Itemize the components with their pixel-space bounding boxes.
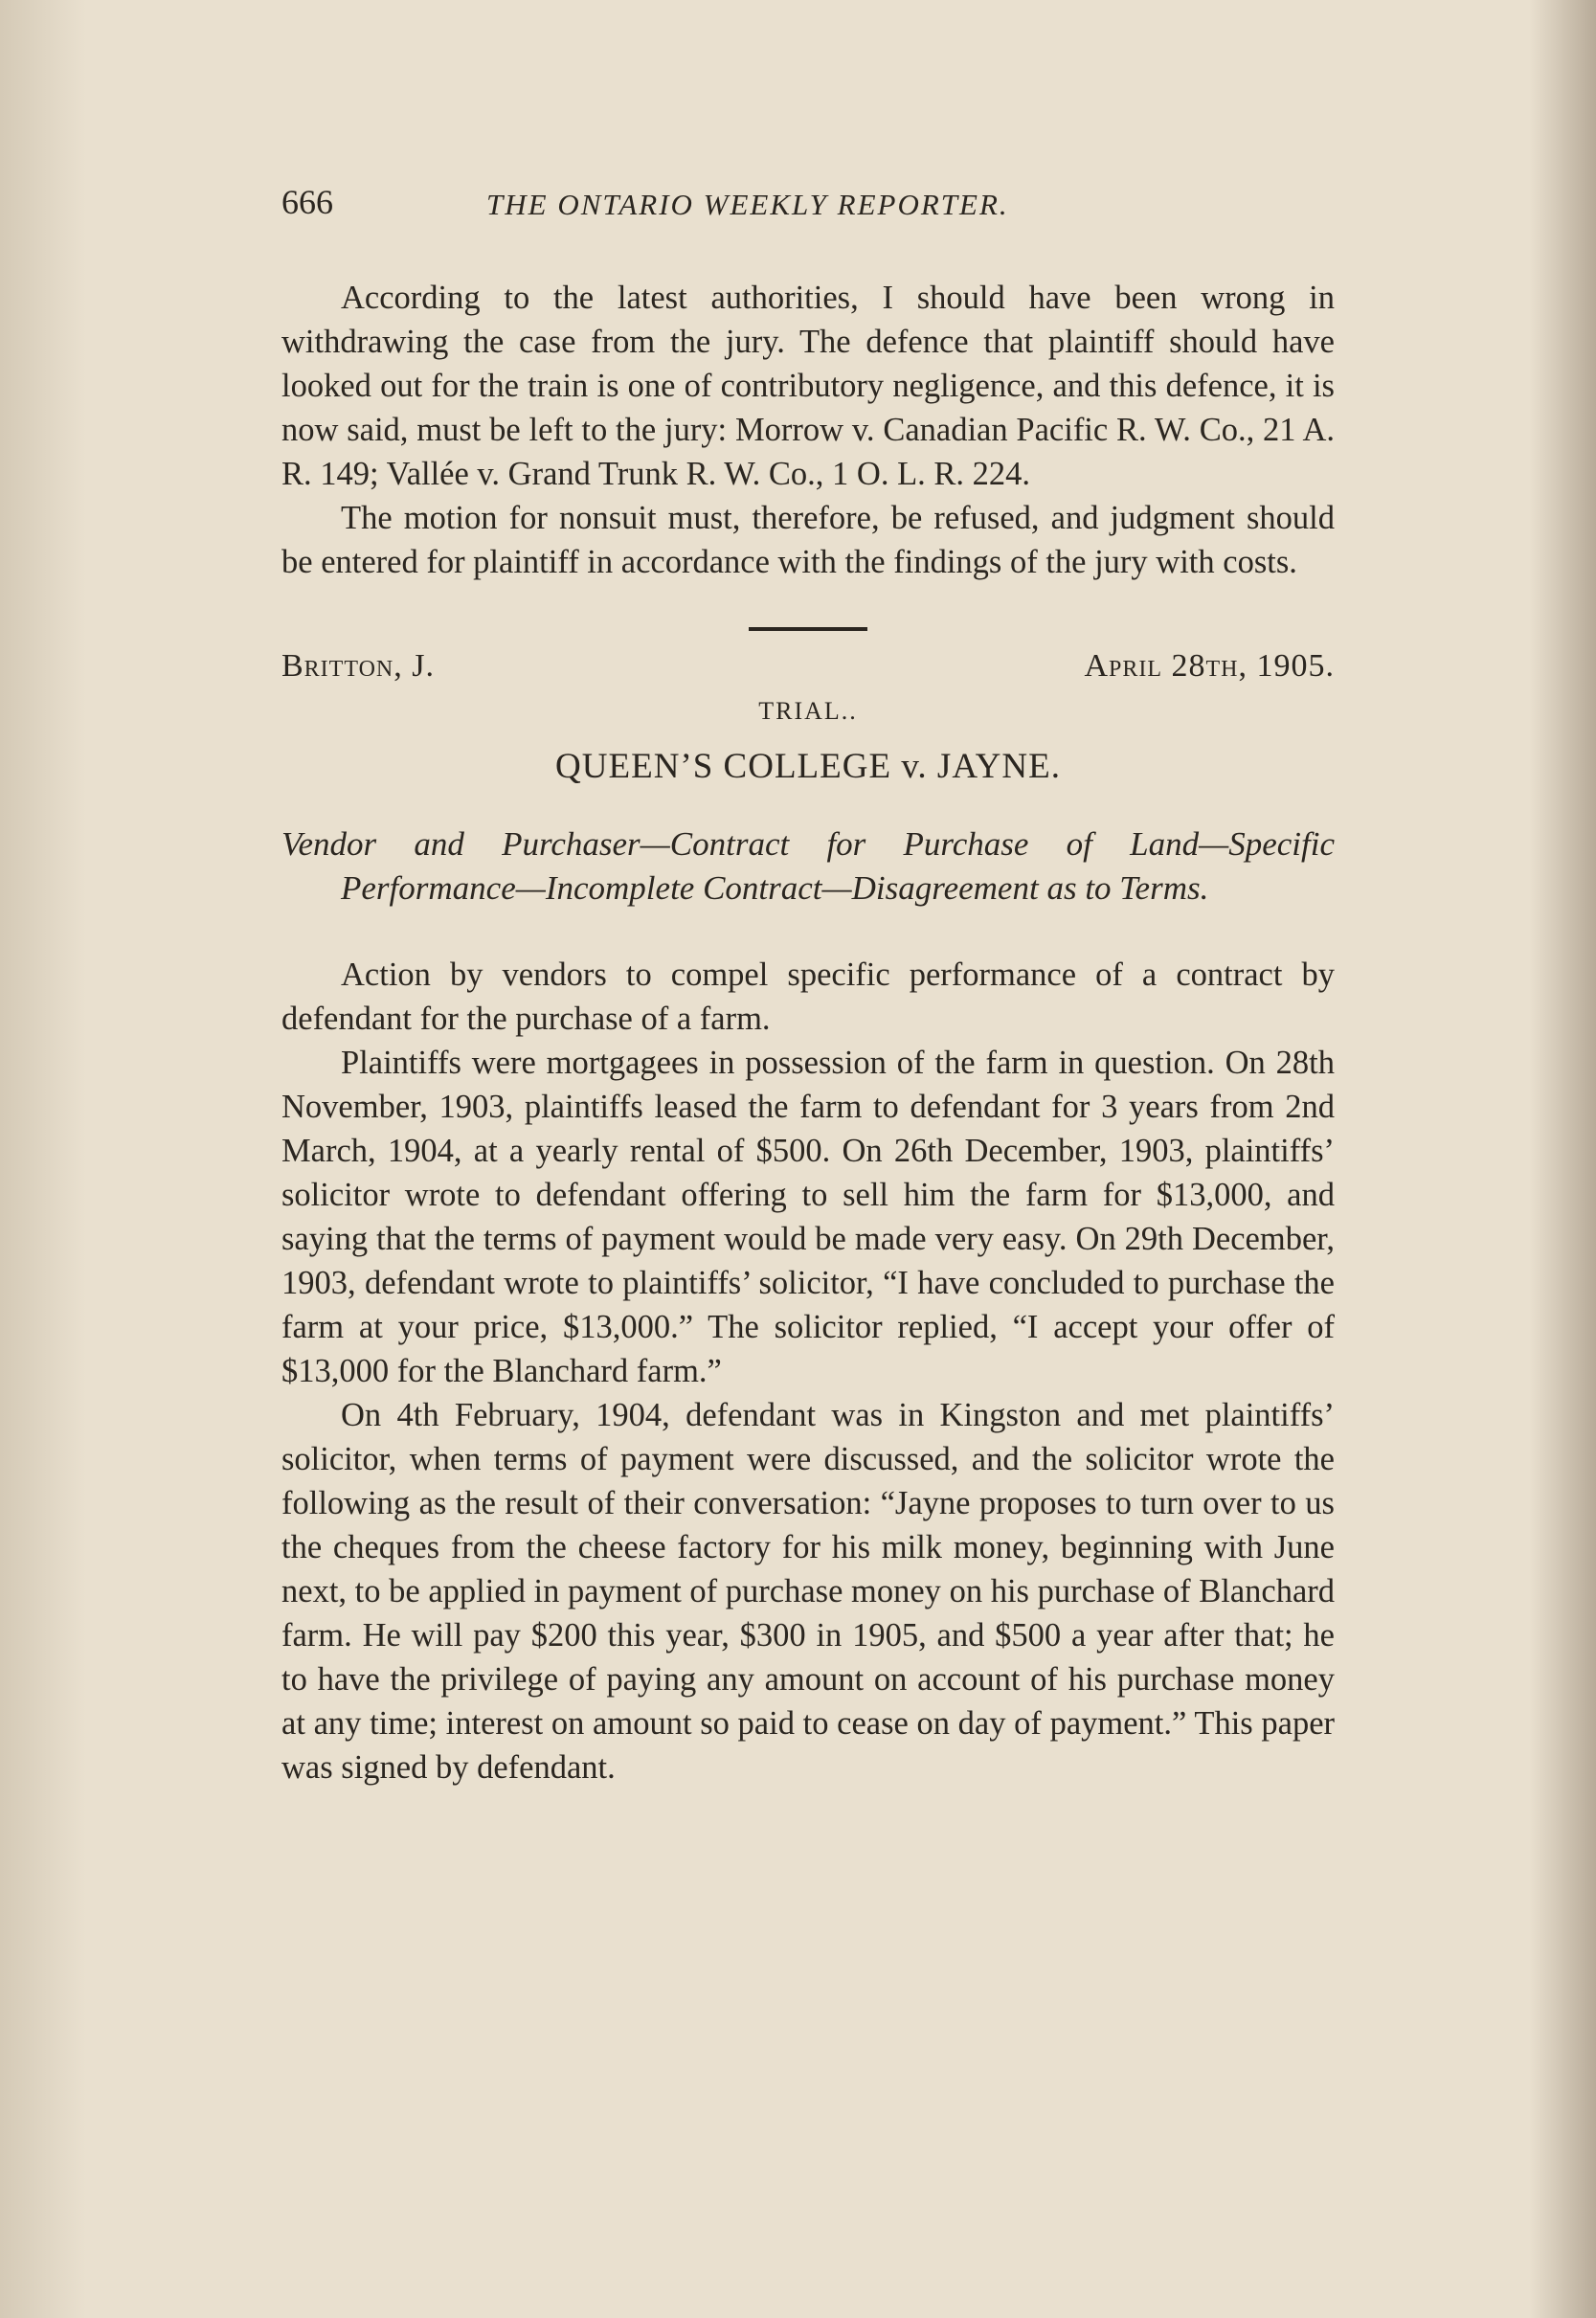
page-content [281, 172, 1335, 1789]
page-shadow-left [0, 0, 86, 2318]
trial-label: TRIAL.. [758, 697, 858, 725]
judgment-date: April 28th, 1905. [1084, 648, 1335, 684]
paragraph: Action by vendors to compel specific performance of a contract by defendant for the purchase of a farm. [281, 956, 1335, 1037]
case-body-text [281, 953, 1335, 1789]
section-divider [749, 627, 867, 631]
paragraph: On 4th February, 1904, defendant was in Kingston and met plaintiffs’ solicitor, when terms of payment were discussed, and the solicitor wrote the following as the result of their conversation: “Jayne proposes to turn over to us the cheques from the cheese factory for his milk money, beginning with June next, to be applied in payment of purchase money on his purchase of Blanchard farm. He will pay $200 this year, $300 in 1905, and $500 a year after that; he to have the privilege of paying any amount on account of his purchase money at any time; interest on amount so paid to cease on day of payment.” This paper was signed by defendant. [281, 1397, 1335, 1786]
paragraph: According to the latest authorities, I should have been wrong in withdrawing the case from the jury. The defence that plaintiff should have looked out for the train is one of contributory negligence, and this defence, it is now said, must be left to the jury: Morrow v. Canadian Pacific R. W. Co., 21 A. R. 149; Vallée v. Grand Trunk R. W. Co., 1 O. L. R. 224. [281, 280, 1335, 492]
case-title: QUEEN’S COLLEGE v. JAYNE. [555, 747, 1061, 786]
judge-name: Britton, J. [281, 648, 435, 684]
judge-date-line [281, 641, 1335, 690]
preceding-judgment-text [281, 276, 1335, 584]
page-shadow-right [1529, 0, 1596, 2318]
paragraph: Plaintiffs were mortgagees in possession of the farm in question. On 28th November, 1903, plaintiffs leased the farm to defendant for 3 years from 2nd March, 1904, at a yearly rental of $500. On 26th December, 1903, plaintiffs’ solicitor wrote to defendant offering to sell him the farm for $13,000, and saying that the terms of payment would be made very easy. On 29th December, 1903, defendant wrote to plaintiffs’ solicitor, “I have concluded to purchase the farm at your price, $13,000.” The solicitor replied, “I accept your offer of $13,000 for the Blanchard farm.” [281, 1045, 1335, 1389]
page-number: 666 [281, 183, 333, 221]
paragraph: The motion for nonsuit must, therefore, be refused, and judgment should be entered for plaintiff in accordance with the findings of the jury with costs. [281, 500, 1335, 580]
page-header [281, 172, 1335, 230]
running-title: THE ONTARIO WEEKLY REPORTER. [486, 188, 1009, 221]
headnote: Vendor and Purchaser—Contract for Purchase of Land—Specific Performance—Incomplete Contract—Disagreement as to Terms. [281, 825, 1335, 907]
